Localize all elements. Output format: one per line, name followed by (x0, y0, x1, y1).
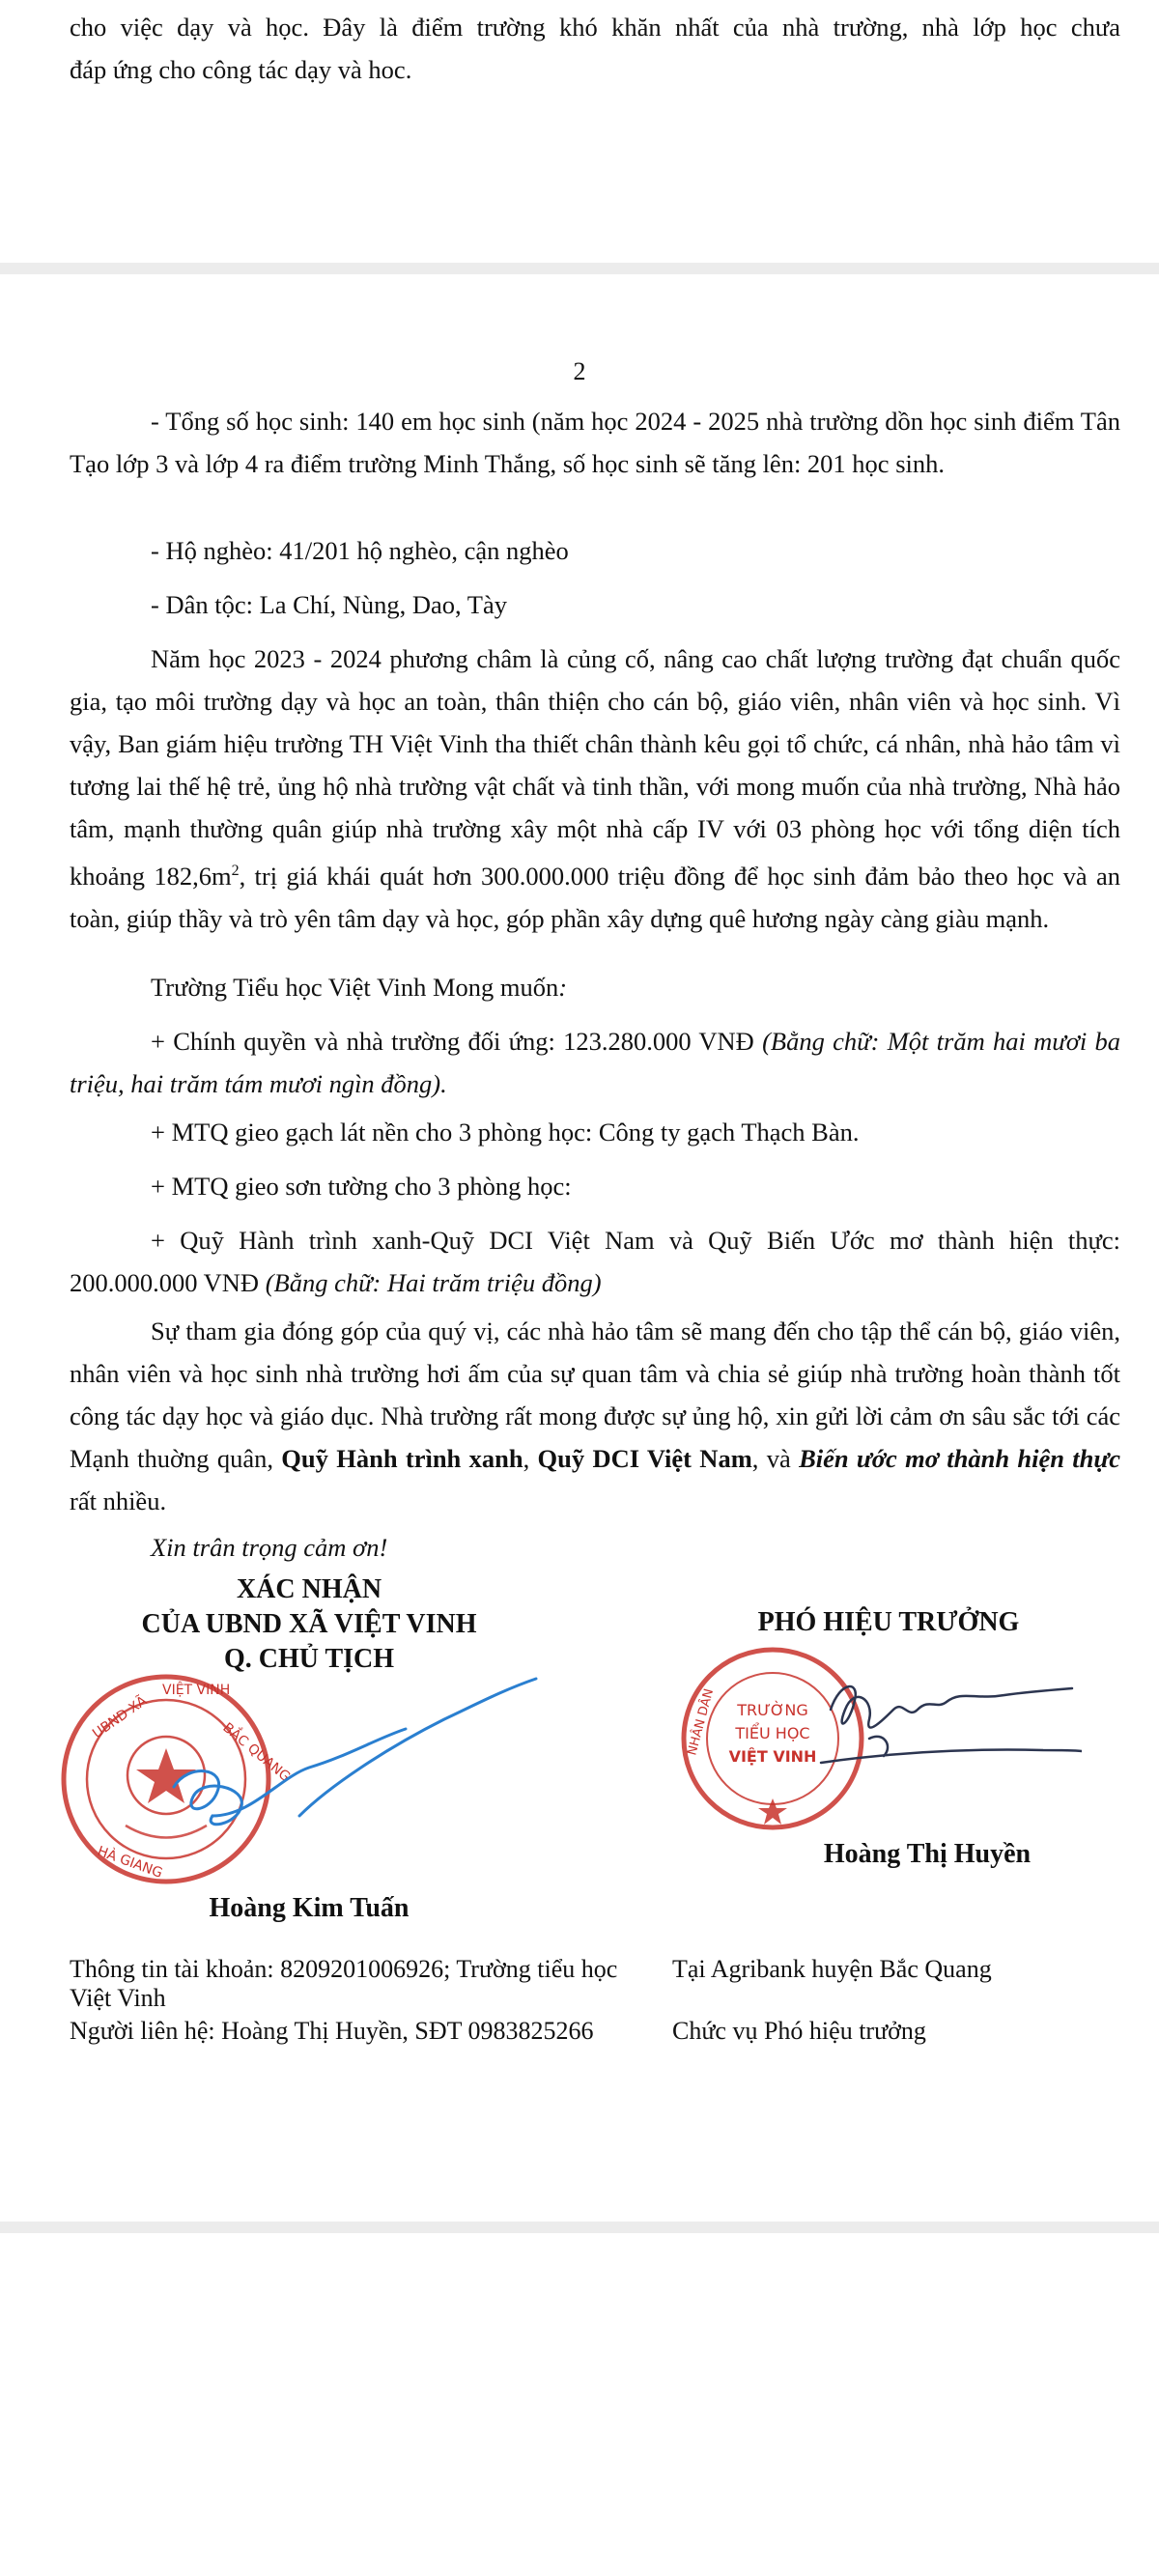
school-seal-line1: TRƯỜNG (737, 1701, 808, 1719)
fund-dci: Quỹ DCI Việt Nam (537, 1444, 752, 1473)
bank-info: Tại Agribank huyện Bắc Quang (672, 1955, 992, 1983)
account-info: Thông tin tài khoản: 8209201006926; Trường tiểu học Việt Vinh (70, 1955, 618, 2012)
main-paragraph-a: Năm học 2023 - 2024 phương châm là củng cố, nâng cao chất lượng trường đạt chuẩn quốc gia, tạo môi trường dạy và học an toàn, thân thiện cho cán bộ, giáo viên, nhân viên và học sinh. Vì vậy, Ban giám hiệu trường TH Việt Vinh tha thiết chân thành kêu gọi tổ chức, cá nhân, nhà hảo tâm vì tương lai thế hệ trẻ, ủng hộ nhà trường vật chất và tinh thần, với mong muốn của nhà trường, Nhà hảo tâm, mạnh thường quân giúp nhà trường xây một nhà cấp IV với 03 phòng học với tổng diện tích khoảng 182,6m (70, 644, 1120, 891)
svg-text:HÀ GIANG: HÀ GIANG (95, 1843, 165, 1882)
position-info: Chức vụ Phó hiệu trưởng (672, 2017, 926, 2045)
left-signature-title (58, 1572, 560, 1677)
fund-amount-words: (Bằng chữ: Hai trăm triệu đồng) (265, 1268, 602, 1297)
page-separator (0, 263, 1159, 274)
wish-heading-colon: : (558, 973, 568, 1002)
contact-info: Người liên hệ: Hoàng Thị Huyền, SĐT 0983825266 (70, 2017, 594, 2045)
school-seal-line3: VIỆT VINH (728, 1747, 817, 1766)
school-seal-icon (684, 1650, 862, 1827)
government-amount: + Chính quyền và nhà trường đối ứng: 123.280.000 VNĐ (151, 1027, 763, 1056)
svg-text:NHÂN DÂN: NHÂN DÂN (685, 1686, 718, 1758)
school-seal-line2: TIỂU HỌC (735, 1724, 810, 1742)
page-number: 2 (573, 357, 586, 385)
page-1 (0, 0, 1159, 263)
fund-green-journey: Quỹ Hành trình xanh (281, 1444, 523, 1473)
right-signer-name: Hoàng Thị Huyền (823, 1839, 1032, 1869)
thanks-sep-2: , và (751, 1444, 800, 1473)
svg-text:VIỆT VINH: VIỆT VINH (162, 1683, 231, 1698)
fund-amount: + Quỹ Hành trình xanh-Quỹ DCI Việt Nam và Quỹ Biến Ước mơ thành hiện thực: 200.000.000 VNĐ (70, 1226, 1120, 1297)
left-sig-title3: Q. CHỦ TỊCH (223, 1644, 395, 1674)
right-stamp-signature (676, 1642, 1082, 1835)
thanks-text: Sự tham gia đóng góp của quý vị, các nhà hảo tâm sẽ mang đến cho tập thể cán bộ, giáo viên, nhân viên và học sinh nhà trường hơi ấm của sự quan tâm và chia sẻ giúp nhà trường hoàn thành tốt công tác dạy học và giáo dục. Nhà trường rất mong được sự ủng hộ, xin gửi lời cảm ơn sâu sắc tới các Mạnh thuờng quân, (70, 1316, 1120, 1473)
wish-heading (70, 966, 1120, 1008)
ethnic-groups: - Dân tộc: La Chí, Nùng, Dao, Tày (151, 590, 507, 619)
page1-text (70, 6, 1120, 91)
left-stamp-signature (58, 1671, 560, 1893)
svg-text:BẮC QUANG: BẮC QUANG (219, 1719, 294, 1786)
fund-contribution (70, 1219, 1120, 1304)
page-separator-2 (0, 2222, 1159, 2233)
page-3-blank (0, 2233, 1159, 2576)
wish-heading-text: Trường Tiểu học Việt Vinh Mong muốn (151, 973, 559, 1002)
closing-line: Xin trân trọng cảm ơn! (151, 1533, 388, 1562)
svg-text:UBND XÃ: UBND XÃ (90, 1693, 151, 1742)
mtq-tiles: + MTQ gieo gạch lát nền cho 3 phòng học: Công ty gạch Thạch Bàn. (151, 1118, 860, 1146)
main-paragraph-b: , trị giá khái quát hơn 300.000.000 triệu đồng để học sinh đảm bảo theo học và an toàn, giúp thầy và trò yên tâm dạy và học, góp phần xây dựng quê hương ngày càng giàu mạnh. (70, 861, 1120, 933)
page1-line1: cho việc dạy và học. Đây là điểm trường khó khăn nhất của nhà trường, nhà lớp học chưa (70, 13, 1120, 42)
main-paragraph (70, 637, 1120, 940)
left-sig-title1: XÁC NHẬN (236, 1574, 382, 1604)
thanks-sep-1: , (523, 1444, 538, 1473)
government-amount-words: (Bằng chữ: Một trăm hai mươi ba triệu, hai trăm tám mươi ngìn đồng). (70, 1027, 1120, 1098)
students-paragraph: - Tổng số học sinh: 140 em học sinh (năm học 2024 - 2025 nhà trường dồn học sinh điểm Tân Tạo lớp 3 và lớp 4 ra điểm trường Minh Thắng, số học sinh sẽ tăng lên: 201 học sinh. (70, 407, 1120, 478)
left-sig-title2: CỦA UBND XÃ VIỆT VINH (141, 1609, 477, 1639)
poor-households: - Hộ nghèo: 41/201 hộ nghèo, cận nghèo (151, 536, 569, 565)
cropped-line (70, 0, 1120, 4)
thanks-end: rất nhiều. (70, 1486, 167, 1515)
page1-line2: đáp ứng cho công tác dạy và hoc. (70, 55, 412, 84)
right-signature-title: PHÓ HIỆU TRƯỞNG (757, 1607, 1020, 1637)
government-contribution (70, 1020, 1120, 1105)
thanks-paragraph (70, 1310, 1120, 1522)
left-signer-name: Hoàng Kim Tuấn (209, 1893, 410, 1923)
fund-dream: Biến ước mơ thành hiện thực (799, 1444, 1121, 1473)
mtq-paint: + MTQ gieo sơn tường cho 3 phòng học: (151, 1172, 572, 1201)
main-paragraph-sup: 2 (231, 863, 240, 879)
